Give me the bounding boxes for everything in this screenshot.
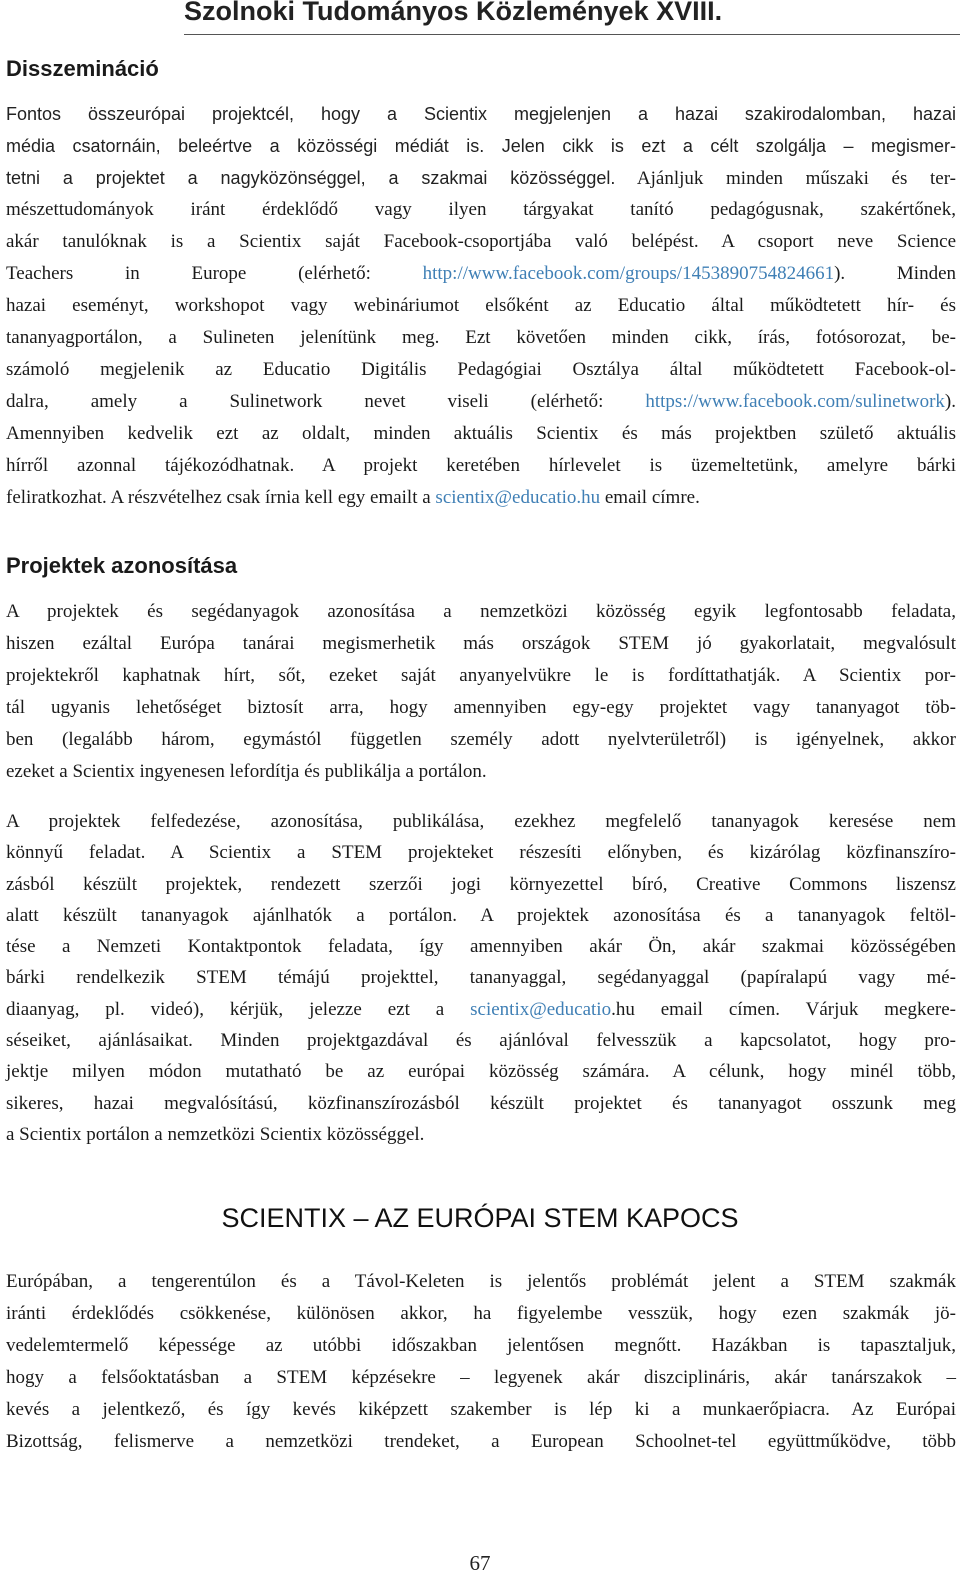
paragraph-disszeminacio [6, 98, 956, 194]
text-line: kevés a jelentkező, és így kevés kiképzett szakember is lép ki a munkaerőpiacra. Az Európai [6, 1399, 956, 1420]
header-divider [184, 34, 960, 35]
text-line: jektje milyen módon mutatható be az európai közösség számára. A célunk, hogy minél több, [6, 1061, 956, 1083]
text-line: Amennyiben kedvelik ezt az oldalt, minden aktuális Scientix és más projektben születő aktuális [6, 423, 956, 444]
text-line: A projektek és segédanyagok azonosítása a nemzetközi közösség egyik legfontosabb feladata, [6, 601, 956, 622]
text-line: tananyagportálon, a Sulineten jelenítünk meg. Ezt követően minden cikk, írás, fotósorozat, be- [6, 327, 956, 348]
text-line [6, 994, 956, 1025]
text-span: ). Minden [834, 263, 956, 284]
text-line: mészettudományok iránt érdeklődő vagy ilyen tárgyakat tanító pedagógusnak, szakértőnek, [6, 199, 956, 220]
text-span: ). [944, 391, 956, 412]
text-line: A projektek felfedezése, azonosítása, publikálása, ezekhez megfelelő tananyagok keresése nem [6, 811, 956, 832]
text-line: zásból készült projektek, rendezett szerzői jogi környezettel bíró, Creative Commons liszensz [6, 873, 956, 895]
text-line: iránti érdeklődés csökkenése, különösen akkor, ha figyelembe vesszük, hogy ezen szakmák jö- [6, 1303, 956, 1324]
text-line [6, 162, 956, 194]
text-line: a Scientix portálon a nemzetközi Scientix közösséggel. [6, 1123, 425, 1145]
text-span: email címre. [600, 487, 700, 508]
text-span: Ajánljuk minden műszaki és ter- [615, 168, 956, 189]
email-link[interactable]: scientix@educatio.hu [435, 487, 601, 508]
paragraph-scientix-1 [6, 1266, 956, 1458]
text-line: sikeres, hazai megvalósítású, közfinanszírozásból készült projektet és tananyagot osszunk meg [6, 1092, 956, 1114]
sulinetwork-link[interactable]: https://www.facebook.com/sulinetwork [645, 391, 945, 412]
text-line: Bizottság, felismerve a nemzetközi trendeket, a European Schoolnet-tel együttműködve, több [6, 1431, 956, 1452]
paragraph-projektek-1 [6, 596, 956, 788]
text-line: projektekről kaphatnak hírt, sőt, ezeket saját anyanyelvükre le is fordíttathatják. A Scientix por- [6, 665, 956, 686]
text-span: tetni a projektet a nagyközönséggel, a szakmai közösséggel. [6, 168, 616, 188]
text-line: tál ugyanis lehetőséget biztosít arra, hogy amennyiben egy-egy projektet vagy tananyagot töb- [6, 697, 956, 718]
text-line: hiszen ezáltal Európa tanárai megismerhetik más országok STEM jó gyakorlatait, megvalósult [6, 633, 956, 654]
paragraph-disszeminacio-cont [6, 194, 956, 514]
text-line: tése a Nemzeti Kontaktpontok feladata, így amennyiben akár Ön, akár szakmai közösségében [6, 936, 956, 958]
text-line [6, 258, 956, 290]
text-line: vedelemtermelő képessége az utóbbi időszakban jelentősen megnőtt. Hazákban is tapasztaljuk, [6, 1335, 956, 1356]
text-line: hírről azonnal tájékozódhatnak. A projekt keretében hírlevelet is üzemeltetünk, amelyre bárki [6, 455, 956, 476]
text-line: Fontos összeurópai projektcél, hogy a Scientix megjelenjen a hazai szakirodalomban, hazai [6, 104, 956, 124]
text-line: séseiket, ajánlásaikat. Minden projektgazdával és ajánlóval felvesszük a kapcsolatot, hogy pro- [6, 1030, 956, 1052]
text-line: bárki rendelkezik STEM témájú projekttel, tananyaggal, segédanyaggal (papíralapú vagy mé- [6, 967, 956, 989]
text-line [6, 482, 956, 514]
text-line: hazai eseményt, workshopot vagy webináriumot elsőként az Educatio által működtetett hír- és [6, 295, 956, 316]
text-line: ben (legalább három, egymástól független személy adott nyelvterületről) is igényelnek, akkor [6, 729, 956, 750]
chapter-heading-scientix: SCIENTIX – AZ EURÓPAI STEM KAPOCS [221, 1203, 739, 1233]
section-heading-projektek: Projektek azonosítása [6, 553, 238, 578]
text-span: Teachers in Europe (elérhető: [6, 263, 423, 284]
text-span: feliratkozhat. A részvételhez csak írnia kell egy emailt a [6, 487, 436, 508]
text-span: diaanyag, pl. videó), kérjük, jelezze ezt a [6, 998, 471, 1020]
text-span: .hu email címen. Várjuk megkere- [611, 998, 956, 1020]
text-line: alatt készült tananyagok ajánlhatók a portálon. A projektek azonosítása és a tananyagok feltöl- [6, 904, 956, 926]
facebook-group-link[interactable]: http://www.facebook.com/groups/1453890754824661 [422, 263, 835, 284]
text-line: hogy a felsőoktatásban a STEM képzésekre – legyenek akár diszciplináris, akár tanárszakok – [6, 1367, 956, 1388]
text-line: média csatornáin, beleértve a közösségi médiát is. Jelen cikk is ezt a célt szolgálja – megismer- [6, 136, 956, 156]
paragraph-projektek-2 [6, 806, 956, 1150]
text-line: ezeket a Scientix ingyenesen lefordítja és publikálja a portálon. [6, 761, 487, 782]
text-line: könnyű feladat. A Scientix a STEM projekteket részesíti előnyben, és kizárólag közfinanszíro- [6, 842, 956, 864]
running-header-title: Szolnoki Tudományos Közlemények XVIII. [184, 0, 723, 26]
text-line: Európában, a tengerentúlon és a Távol-Keleten is jelentős problémát jelent a STEM szakmák [6, 1271, 956, 1292]
page-number: 67 [469, 1551, 491, 1575]
section-heading-disszeminacio: Disszemináció [6, 56, 159, 81]
text-span: dalra, amely a Sulinetwork nevet viseli (elérhető: [6, 391, 646, 412]
email-link[interactable]: scientix@educatio [470, 998, 612, 1020]
text-line [6, 386, 956, 418]
text-line: akár tanulóknak is a Scientix saját Facebook-csoportjába való belépést. A csoport neve Science [6, 231, 956, 252]
text-line: számoló megjelenik az Educatio Digitális Pedagógiai Osztálya által működtetett Facebook-ol- [6, 359, 956, 380]
